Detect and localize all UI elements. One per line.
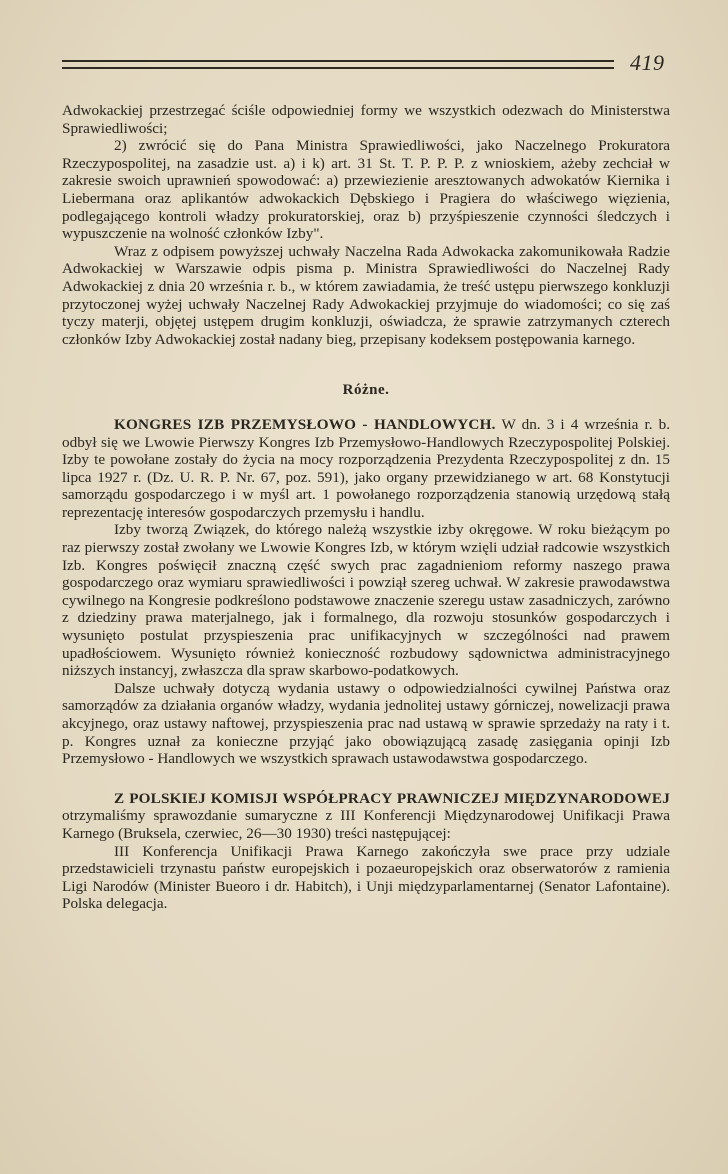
paragraph-continuation: Adwokackiej przestrzegać ściśle odpowiedniej formy we wszystkich odezwach do Ministerstwa Sprawiedliwości;: [62, 102, 670, 137]
paragraph-resolution-point-2: 2) zwrócić się do Pana Ministra Sprawiedliwości, jako Naczelnego Prokuratora Rzeczypospolitej, na zasadzie ust. a) i k) art. 31 St. T. P. P. P. z wnioskiem, ażeby zechciał w zakresie swoich uprawnień spowodować: a) przewiezienie aresztowanych adwokatów Kiernika i Liebermana oraz aplikantów adwokackich Dębskiego i Pragiera do właściwego więzienia, podlegającego kontroli władzy prokuratorskiej, oraz b) przyśpieszenie czynności śledczych i wypuszczenie na wolność członków Izby".: [62, 137, 670, 243]
komisja-paragraph-1: [62, 790, 670, 843]
kongres-paragraph-1: [62, 416, 670, 522]
komisja-paragraph-2: III Konferencja Unifikacji Prawa Karnego zakończyła swe prace przy udziale przedstawicieli trzynastu państw europejskich i pozaeuropejskich oraz obserwatorów z ramienia Ligi Narodów (Minister Bueoro i dr. Habitch), i Unji międzyparlamentarnej (Senator Lafontaine). Polska delegacja.: [62, 842, 670, 913]
header-rule-top: [62, 60, 614, 62]
section-gap: [62, 768, 670, 790]
page-body: [62, 102, 670, 913]
komisja-paragraph-1-text: otrzymaliśmy sprawozdanie sumaryczne z III Konferencji Międzynarodowej Unifikacji Prawa Karnego (Bruksela, czerwiec, 26—30 1930) treści następującej:: [62, 807, 670, 842]
header-rule-bottom: [62, 67, 614, 69]
komisja-headline: Z POLSKIEJ KOMISJI WSPÓŁPRACY PRAWNICZEJ MIĘDZYNARODOWEJ: [114, 789, 670, 807]
kongres-headline: KONGRES IZB PRZEMYSŁOWO - HANDLOWYCH.: [114, 415, 496, 433]
kongres-paragraph-2: Izby tworzą Związek, do którego należą wszystkie izby okręgowe. W roku bieżącym po raz pierwszy został zwołany we Lwowie Kongres Izb, w którym wzięli udział radcowie wszystkich Izb. Kongres poświęcił znaczną część swych prac zagadnieniom reformy naszego prawa gospodarczego oraz wymiaru sprawiedliwości i powziął szereg uchwał. W zakresie prawodawstwa cywilnego na Kongresie podkreślono podstawowe znaczenie szeregu ustaw zasadniczych, zarówno z dziedziny prawa materjalnego, jak i formalnego, dla rozwoju stosunków gospodarczych i wysunięto postulat przyspieszenia prac unifikacyjnych w szczególności nad prawem upadłościowem. Wysunięto również konieczność rozbudowy sądownictwa administracyjnego niższych instancyj, zwłaszcza dla spraw skarbowo-podatkowych.: [62, 521, 670, 680]
section-title: Różne.: [342, 382, 390, 399]
kongres-paragraph-3: Dalsze uchwały dotyczą wydania ustawy o odpowiedzialności cywilnej Państwa oraz samorządów za działania organów władzy, wydania jednolitej ustawy górniczej, nowelizacji prawa akcyjnego, oraz ustawy naftowej, przyspieszenia prac nad ustawą w sprawie sprzedaży na raty i t. p. Kongres uznał za konieczne przyjąć jako obowiązującą zasadę zasięgania opinji Izb Przemysłowo - Handlowych we wszystkich sprawach ustawodawstwa gospodarczego.: [62, 679, 670, 768]
header-double-rule: [62, 58, 614, 72]
kongres-paragraph-1-text: W dn. 3 i 4 września r. b. odbył się we Lwowie Pierwszy Kongres Izb Przemysłowo-Handlowych Rzeczypospolitej Polskiej. Izby te powołane zostały do życia na mocy rozporządzenia Prezydenta Rzeczypospolitej z dn. 15 lipca 1927 r. (Dz. U. R. P. Nr. 67, poz. 591), jako organy przewidzianego w art. 68 Konstytucji samorządu gospodarczego i w myśl art. 1 powołanego rozporządzenia stanowią urzędową stałą reprezentację interesów gospodarczych przemysłu i handlu.: [62, 415, 670, 521]
page-number: 419: [630, 50, 665, 75]
paragraph-council-communication: Wraz z odpisem powyższej uchwały Naczelna Rada Adwokacka zakomunikowała Radzie Adwokackiej w Warszawie odpis pisma p. Ministra Sprawiedliwości do Naczelnej Rady Adwokackiej z dnia 20 września r. b., w którem zawiadamia, że treść ustępu pierwszego konkluzji przytoczonej wyżej uchwały Naczelnej Rady Adwokackiej przyjmuje do wiadomości; co się zaś tyczy materji, objętej ustępem drugim konkluzji, oświadcza, że sprawie zatrzymanych czterech członków Izby Adwokackiej został nadany bieg, przepisany kodeksem postępowania karnego.: [62, 242, 670, 348]
